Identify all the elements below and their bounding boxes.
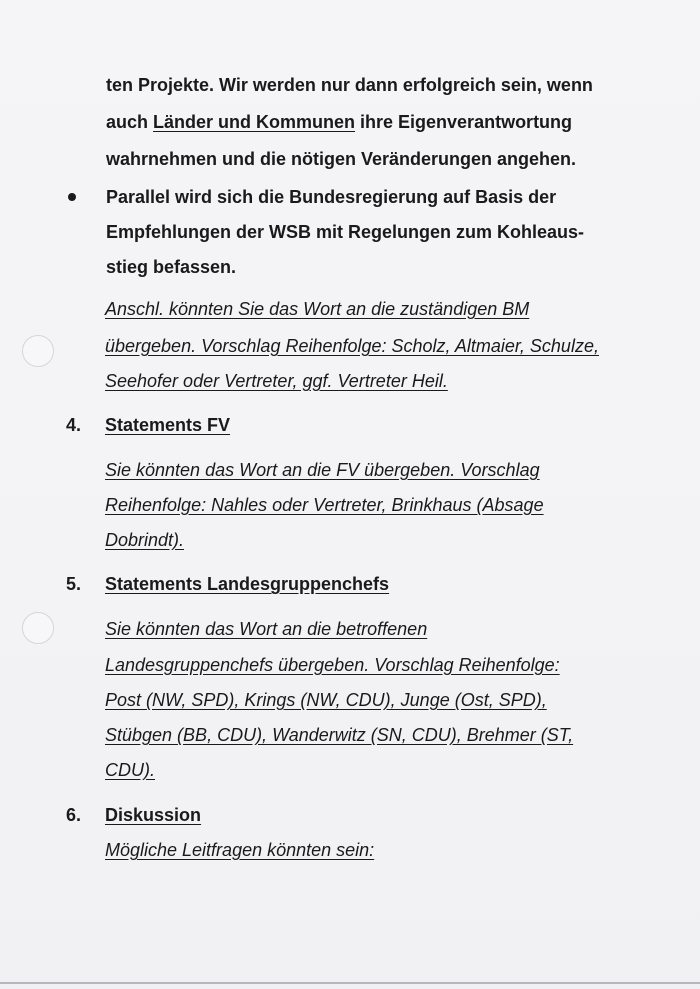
note1-line1: Anschl. könnten Sie das Wort an die zuständigen BM bbox=[105, 299, 530, 319]
section5-line4: Stübgen (BB, CDU), Wanderwitz (SN, CDU), Brehmer (ST, bbox=[105, 725, 574, 745]
note1-line3: Seehofer oder Vertreter, ggf. Vertreter Heil. bbox=[105, 371, 448, 391]
section4-number: 4. bbox=[66, 415, 82, 435]
section4-title: Statements FV bbox=[105, 415, 231, 435]
note1-line2: übergeben. Vorschlag Reihenfolge: Scholz, Altmaier, Schulze, bbox=[105, 336, 599, 356]
para1-line3: wahrnehmen und die nötigen Veränderungen angehen. bbox=[106, 149, 577, 169]
para1-line1: ten Projekte. Wir werden nur dann erfolgreich sein, wenn bbox=[106, 75, 593, 95]
section5-number: 5. bbox=[66, 574, 82, 594]
laender-kommunen-underlined: Länder und Kommunen bbox=[153, 112, 356, 132]
para1-line2-post: ihre Eigenverantwortung bbox=[355, 112, 573, 132]
section4-line1: Sie könnten das Wort an die FV übergeben. Vorschlag bbox=[105, 460, 540, 480]
section6-title: Diskussion bbox=[105, 805, 202, 825]
para1-line2 bbox=[106, 111, 572, 133]
bullet1-line1: Parallel wird sich die Bundesregierung auf Basis der bbox=[106, 187, 557, 207]
section5-line2: Landesgruppenchefs übergeben. Vorschlag Reihenfolge: bbox=[105, 655, 560, 675]
section6-number: 6. bbox=[66, 805, 82, 825]
section4-line3: Dobrindt). bbox=[105, 530, 185, 550]
bullet1-line2: Empfehlungen der WSB mit Regelungen zum Kohleaus- bbox=[106, 222, 585, 242]
section5-line5: CDU). bbox=[105, 760, 155, 780]
punch-hole-top bbox=[22, 335, 54, 367]
section4-line2: Reihenfolge: Nahles oder Vertreter, Brinkhaus (Absage bbox=[105, 495, 544, 515]
punch-hole-bottom bbox=[22, 612, 54, 644]
bullet1-line3: stieg befassen. bbox=[106, 257, 237, 277]
section5-title: Statements Landesgruppenchefs bbox=[105, 574, 390, 594]
section5-line1: Sie könnten das Wort an die betroffenen bbox=[105, 619, 428, 639]
bullet-dot bbox=[68, 193, 76, 201]
para1-line2-pre: auch bbox=[106, 112, 154, 132]
page-bottom-edge bbox=[0, 982, 700, 984]
section5-line3: Post (NW, SPD), Krings (NW, CDU), Junge (Ost, SPD), bbox=[105, 690, 547, 710]
section6-line1: Mögliche Leitfragen könnten sein: bbox=[105, 840, 375, 860]
